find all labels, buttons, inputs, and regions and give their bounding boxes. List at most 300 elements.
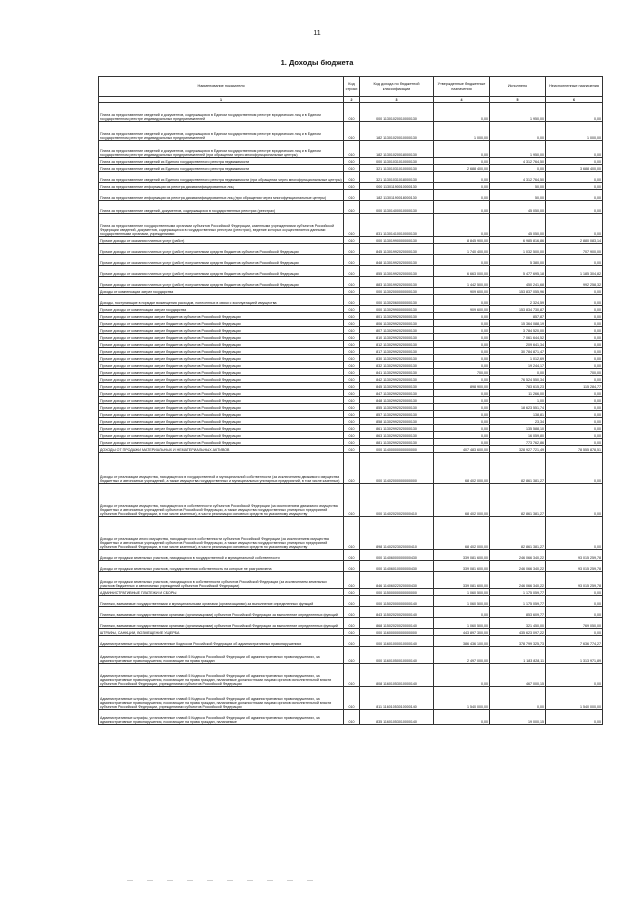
row-unexecuted: 0,00 [546, 589, 603, 596]
row-unexecuted: 3 688 400,00 [546, 165, 603, 172]
row-unexecuted: 0,00 [546, 362, 603, 369]
table-row [99, 183, 603, 190]
row-name: Доходы от компенсации затрат государства [99, 288, 344, 295]
row-line-code: 010 [344, 607, 360, 618]
row-line-code: 010 [344, 201, 360, 214]
row-classification-code: 881 11302992020000130 [360, 439, 434, 446]
table-row [99, 313, 603, 320]
row-executed: 82 861 381,27 [490, 453, 546, 484]
row-name: Прочие доходы от оказания платных услуг (работ) [99, 237, 344, 244]
row-approved: 0,00 [434, 255, 490, 266]
row-unexecuted: 0,00 [546, 596, 603, 607]
row-line-code: 010 [344, 664, 360, 687]
row-approved: 1 060 500,00 [434, 589, 490, 596]
row-name: Плата за предоставление сведений из Единого государственного реестра недвижимости [99, 165, 344, 172]
row-name: Доходы от реализации имущества, находящегося в собственности субъектов Российской Федерации (за исключением движимого имущества бюджетных и автономных учреждений субъектов Российской Федерации, а также имущества государственных унитарных предприятий субъектов Российской Федерации, в том числе казенных), в части реализации основных средств по указанному имуществу [99, 484, 344, 517]
row-executed: 11 266,00 [490, 390, 546, 397]
row-line-code: 010 [344, 618, 360, 629]
row-approved: 1 000,00 [434, 122, 490, 141]
row-approved: 339 081 600,00 [434, 561, 490, 572]
row-unexecuted: 1 540 000,00 [546, 687, 603, 710]
row-classification-code: 000 11302000000000130 [360, 288, 434, 295]
row-name: Плата за предоставление государственными органами субъектов Российской Федерации, казенными учреждениями субъектов Российской Федерации сведений, документов, содержащихся в государственных реестрах (реестрах), ведение которых осуществляется данными государственными органами, учреждениями [99, 214, 344, 237]
row-name: Прочие доходы от оказания платных услуг (работ) получателями средств бюджетов субъектов Российской Федерации [99, 266, 344, 277]
table-body [99, 103, 603, 725]
table-row [99, 589, 603, 596]
row-name: Плата за предоставление сведений из Единого государственного реестра недвижимости (при обращении через многофункциональные центры) [99, 172, 344, 183]
row-name: Плата за предоставление сведений из Единого государственного реестра недвижимости [99, 158, 344, 165]
row-approved: 0,00 [434, 607, 490, 618]
row-unexecuted: 1 185 304,82 [546, 266, 603, 277]
row-line-code: 010 [344, 172, 360, 183]
row-executed: 2 324,59 [490, 295, 546, 306]
row-unexecuted: 707 900,00 [546, 244, 603, 255]
table-row [99, 266, 603, 277]
row-line-code: 010 [344, 327, 360, 334]
row-unexecuted: 0,00 [546, 288, 603, 295]
row-classification-code: 846 11406022020000430 [360, 572, 434, 589]
row-unexecuted: 0,00 [546, 376, 603, 383]
row-executed: 6 985 816,86 [490, 237, 546, 244]
table-row [99, 710, 603, 725]
row-executed: 30 784 871,47 [490, 348, 546, 355]
header-indicator-name: Наименование показателя [99, 77, 344, 97]
row-unexecuted: 93 015 259,78 [546, 572, 603, 589]
row-name: Прочие доходы от компенсации затрат бюджетов субъектов Российской Федерации [99, 320, 344, 327]
row-executed: 246 066 340,22 [490, 572, 546, 589]
row-classification-code: 848 11301992020000130 [360, 255, 434, 266]
row-classification-code: 000 11302060000000130 [360, 295, 434, 306]
row-line-code: 010 [344, 255, 360, 266]
row-unexecuted: 0,00 [546, 418, 603, 425]
page-number: 11 [313, 30, 321, 37]
table-row [99, 636, 603, 647]
table-row [99, 664, 603, 687]
row-unexecuted: 7 636 774,27 [546, 636, 603, 647]
row-approved: 2 688 400,00 [434, 165, 490, 172]
row-unexecuted: 0,00 [546, 607, 603, 618]
row-unexecuted: 0,00 [546, 295, 603, 306]
row-approved: 0,00 [434, 313, 490, 320]
row-line-code: 010 [344, 214, 360, 237]
row-approved: 0,00 [434, 141, 490, 158]
row-line-code: 010 [344, 383, 360, 390]
row-classification-code: 182 11301020010000130 [360, 122, 434, 141]
row-name: Административные штрафы, установленные главой 5 Кодекса Российской Федерации об административных правонарушениях, за административные правонарушения, посягающие на права граждан, налагаемые [99, 710, 344, 725]
row-classification-code: 835 11601053010000140 [360, 710, 434, 725]
row-approved: 0,00 [434, 411, 490, 418]
row-classification-code: 000 11406000000000430 [360, 550, 434, 561]
row-name: Прочие доходы от компенсации затрат бюджетов субъектов Российской Федерации [99, 383, 344, 390]
row-name: Прочие доходы от компенсации затрат бюджетов субъектов Российской Федерации [99, 432, 344, 439]
row-approved: 700,00 [434, 369, 490, 376]
row-executed: 209 641,34 [490, 341, 546, 348]
row-line-code: 010 [344, 589, 360, 596]
row-approved: 0,00 [434, 397, 490, 404]
table-row [99, 561, 603, 572]
row-name: Прочие доходы от компенсации затрат государства [99, 306, 344, 313]
row-classification-code: 808 11601053010000140 [360, 664, 434, 687]
table-row [99, 411, 603, 418]
row-line-code: 010 [344, 453, 360, 484]
row-classification-code: 000 11600000000000000 [360, 629, 434, 636]
row-line-code: 010 [344, 103, 360, 122]
row-approved: 0,00 [434, 172, 490, 183]
row-name: Административные штрафы, установленные Кодексом Российской Федерации об административных правонарушениях [99, 636, 344, 647]
row-classification-code: 857 11302992020000130 [360, 411, 434, 418]
table-row [99, 687, 603, 710]
row-classification-code: 810 11302992020000130 [360, 334, 434, 341]
row-name: Доходы от продажи земельных участков, находящихся в государственной и муниципальной собственности [99, 550, 344, 561]
row-classification-code: 843 11502020020000140 [360, 607, 434, 618]
row-classification-code: 000 11301190010000130 [360, 183, 434, 190]
row-line-code: 010 [344, 432, 360, 439]
row-executed: 246 066 340,22 [490, 561, 546, 572]
row-approved: 0,00 [434, 348, 490, 355]
row-unexecuted: 0,00 [546, 629, 603, 636]
row-unexecuted: 0,00 [546, 334, 603, 341]
row-classification-code: 801 11302992020000130 [360, 313, 434, 320]
row-executed: 378 799 325,73 [490, 636, 546, 647]
row-classification-code: 855 11301992020000130 [360, 266, 434, 277]
row-line-code: 010 [344, 397, 360, 404]
row-line-code: 010 [344, 362, 360, 369]
row-name: Прочие доходы от компенсации затрат бюджетов субъектов Российской Федерации [99, 355, 344, 362]
row-executed: 15 364 088,19 [490, 320, 546, 327]
row-line-code: 010 [344, 183, 360, 190]
row-classification-code: 000 11301031010000130 [360, 158, 434, 165]
header-approved: Утвержденные бюджетные назначения [434, 77, 490, 97]
table-row [99, 418, 603, 425]
row-executed: 82 861 381,27 [490, 517, 546, 550]
table-row [99, 362, 603, 369]
table-row [99, 201, 603, 214]
row-classification-code: 868 11502020020000140 [360, 618, 434, 629]
row-approved: 0,00 [434, 190, 490, 201]
header-line-code: Код строки [344, 77, 360, 97]
table-row [99, 237, 603, 244]
row-line-code: 010 [344, 596, 360, 607]
row-name: Прочие доходы от компенсации затрат бюджетов субъектов Российской Федерации [99, 348, 344, 355]
row-approved: 0,00 [434, 201, 490, 214]
row-unexecuted: 0,00 [546, 484, 603, 517]
row-executed: 18 623 551,74 [490, 404, 546, 411]
row-classification-code: 000 11402000000000000 [360, 453, 434, 484]
row-unexecuted: 0,00 [546, 201, 603, 214]
row-executed: 467 000,15 [490, 664, 546, 687]
row-approved: 0,00 [434, 214, 490, 237]
row-classification-code: 848 11302992020000130 [360, 397, 434, 404]
row-classification-code: 000 11406010000000430 [360, 561, 434, 572]
table-row [99, 320, 603, 327]
table-row [99, 618, 603, 629]
row-approved: 0,00 [434, 404, 490, 411]
table-row [99, 572, 603, 589]
row-unexecuted: 0,00 [546, 190, 603, 201]
table-row [99, 244, 603, 255]
row-name: Прочие доходы от компенсации затрат бюджетов субъектов Российской Федерации [99, 313, 344, 320]
row-executed: 773 762,86 [490, 439, 546, 446]
row-classification-code: 000 11301400010000130 [360, 201, 434, 214]
row-line-code: 010 [344, 313, 360, 320]
row-name: Прочие доходы от компенсации затрат бюджетов субъектов Российской Федерации [99, 439, 344, 446]
row-name: Прочие доходы от компенсации затрат бюджетов субъектов Российской Федерации [99, 425, 344, 432]
column-index: 1 [99, 97, 344, 103]
row-line-code: 010 [344, 517, 360, 550]
row-executed: 135 588,10 [490, 425, 546, 432]
row-approved: 8 845 900,00 [434, 237, 490, 244]
table-row [99, 629, 603, 636]
row-unexecuted: 0,00 [546, 306, 603, 313]
row-executed: 328 927 721,49 [490, 446, 546, 453]
table-row [99, 158, 603, 165]
table-row [99, 550, 603, 561]
table-row [99, 369, 603, 376]
row-executed: 1 950,00 [490, 141, 546, 158]
row-approved: 386 436 100,00 [434, 636, 490, 647]
row-executed: 450 241,68 [490, 277, 546, 288]
row-unexecuted: 1 000,00 [546, 122, 603, 141]
header-unexecuted: Неисполненные назначения [546, 77, 603, 97]
row-name: Административные штрафы, установленные главой 5 Кодекса Российской Федерации об административных правонарушениях, за административные правонарушения, посягающие на права граждан, налагаемые должностными лицами органов исполнительной власти субъектов Российской Федерации, учреждениями субъектов Российской Федерации [99, 687, 344, 710]
row-approved: 0,00 [434, 327, 490, 334]
row-executed: 246 066 340,22 [490, 550, 546, 561]
row-line-code: 010 [344, 710, 360, 725]
row-classification-code: 883 11301992020000130 [360, 277, 434, 288]
scan-artifacts [120, 868, 540, 892]
row-approved: 2 497 000,00 [434, 647, 490, 664]
row-executed: 1 175 059,77 [490, 596, 546, 607]
row-classification-code: 831 11301410010000130 [360, 214, 434, 237]
row-line-code: 010 [344, 411, 360, 418]
row-executed: 853 609,77 [490, 607, 546, 618]
row-name: Прочие доходы от компенсации затрат бюджетов субъектов Российской Федерации [99, 369, 344, 376]
row-line-code: 010 [344, 341, 360, 348]
column-index: 4 [434, 97, 490, 103]
row-classification-code: 000 11500000000000000 [360, 589, 434, 596]
row-unexecuted: 0,00 [546, 158, 603, 165]
row-classification-code: 000 11301990000000130 [360, 237, 434, 244]
row-classification-code: 845 11301992020000130 [360, 244, 434, 255]
table-row [99, 446, 603, 453]
row-name: Прочие доходы от компенсации затрат бюджетов субъектов Российской Федерации [99, 327, 344, 334]
row-unexecuted: 0,00 [546, 425, 603, 432]
table-row [99, 295, 603, 306]
row-unexecuted: 0,00 [546, 320, 603, 327]
row-executed: 7 061 644,52 [490, 334, 546, 341]
row-approved: 0,00 [434, 334, 490, 341]
row-executed: 1,00 [490, 397, 546, 404]
row-approved: 339 081 600,00 [434, 572, 490, 589]
row-line-code: 010 [344, 572, 360, 589]
row-unexecuted: 93 015 259,78 [546, 550, 603, 561]
row-approved: 0,00 [434, 362, 490, 369]
row-unexecuted: 0,00 [546, 183, 603, 190]
table-row [99, 255, 603, 266]
row-executed: 138,81 [490, 411, 546, 418]
table-row [99, 122, 603, 141]
row-classification-code: 845 11302992020000130 [360, 383, 434, 390]
row-unexecuted: 1 313 971,89 [546, 647, 603, 664]
row-name: Плата за предоставление сведений и документов, содержащихся в Едином государственном реестре юридических лиц и в Едином государственном реестре индивидуальных предпринимателей (при обращении через многофункциональные центры) [99, 141, 344, 158]
row-line-code: 010 [344, 158, 360, 165]
row-approved: 898 900,00 [434, 383, 490, 390]
column-index: 5 [490, 97, 546, 103]
row-classification-code: 832 11302992020000130 [360, 362, 434, 369]
row-executed: 5 477 695,18 [490, 266, 546, 277]
row-classification-code: 841 11302992020000130 [360, 369, 434, 376]
row-unexecuted: 0,00 [546, 411, 603, 418]
row-classification-code: 000 11301020010000130 [360, 103, 434, 122]
row-line-code: 010 [344, 647, 360, 664]
row-name: Доходы от реализации имущества, находящегося в государственной и муниципальной собственности (за исключением движимого имущества бюджетных и автономных учреждений, а также имущества государственных и муниципальных унитарных предприятий, в том числе казенных) [99, 453, 344, 484]
row-line-code: 010 [344, 550, 360, 561]
row-classification-code: 847 11302992020000130 [360, 390, 434, 397]
row-executed: 783 615,23 [490, 383, 546, 390]
row-unexecuted: 2 880 083,14 [546, 237, 603, 244]
row-name: АДМИНИСТРАТИВНЫЕ ПЛАТЕЖИ И СБОРЫ [99, 589, 344, 596]
row-executed: 1 012,69 [490, 355, 546, 362]
row-executed: 82 861 381,27 [490, 484, 546, 517]
table-row [99, 383, 603, 390]
table-row [99, 190, 603, 201]
row-name: Прочие доходы от компенсации затрат бюджетов субъектов Российской Федерации [99, 404, 344, 411]
row-executed: 0,00 [490, 122, 546, 141]
row-executed: 76 524 550,34 [490, 376, 546, 383]
table-row [99, 141, 603, 158]
row-executed: 50,00 [490, 190, 546, 201]
row-unexecuted: 0,00 [546, 255, 603, 266]
row-executed: 857,87 [490, 313, 546, 320]
table-row [99, 425, 603, 432]
row-classification-code: 000 11400000000000000 [360, 446, 434, 453]
table-row [99, 484, 603, 517]
row-approved: 0,00 [434, 664, 490, 687]
row-approved: 909 600,00 [434, 306, 490, 313]
table-row [99, 334, 603, 341]
table-row [99, 165, 603, 172]
row-approved: 0,00 [434, 439, 490, 446]
row-unexecuted: 700,00 [546, 369, 603, 376]
row-name: Прочие доходы от компенсации затрат бюджетов субъектов Российской Федерации [99, 376, 344, 383]
row-approved: 1 442 500,00 [434, 277, 490, 288]
row-unexecuted: 0,00 [546, 432, 603, 439]
row-classification-code: 000 11302990000000130 [360, 306, 434, 313]
table-header-row [99, 77, 603, 97]
row-approved: 68 402 000,00 [434, 484, 490, 517]
row-name: Административные штрафы, установленные главой 5 Кодекса Российской Федерации об административных правонарушениях, за административные правонарушения, посягающие на права граждан [99, 647, 344, 664]
row-unexecuted: 992 258,32 [546, 277, 603, 288]
row-approved: 68 402 000,00 [434, 517, 490, 550]
row-name: Прочие доходы от компенсации затрат бюджетов субъектов Российской Федерации [99, 341, 344, 348]
row-line-code: 010 [344, 484, 360, 517]
table-row [99, 404, 603, 411]
row-executed: 23,34 [490, 418, 546, 425]
row-executed: 45 050,00 [490, 214, 546, 237]
row-approved: 443 897 300,00 [434, 629, 490, 636]
row-name: ШТРАФЫ, САНКЦИИ, ВОЗМЕЩЕНИЕ УЩЕРБА [99, 629, 344, 636]
row-line-code: 010 [344, 376, 360, 383]
row-classification-code: 182 11301020018000130 [360, 141, 434, 158]
column-index: 6 [546, 97, 603, 103]
row-name: Платежи, взимаемые государственными органами (организациями) субъектов Российской Федерации за выполнение определенных функций [99, 607, 344, 618]
row-approved: 0,00 [434, 432, 490, 439]
table-row [99, 397, 603, 404]
row-line-code: 010 [344, 418, 360, 425]
row-unexecuted: 78 555 878,51 [546, 446, 603, 453]
row-executed: 16 059,80 [490, 432, 546, 439]
row-executed: 1 032 500,00 [490, 244, 546, 255]
row-executed: 4 312 764,50 [490, 158, 546, 165]
row-classification-code: 861 11302992020000130 [360, 425, 434, 432]
row-approved: 339 081 600,00 [434, 550, 490, 561]
row-name: Прочие доходы от оказания платных услуг (работ) получателями средств бюджетов субъектов Российской Федерации [99, 244, 344, 255]
row-name: Плата за предоставление сведений и документов, содержащихся в Едином государственном реестре юридических лиц и в Едином государственном реестре индивидуальных предпринимателей [99, 103, 344, 122]
row-executed: 435 623 097,22 [490, 629, 546, 636]
row-line-code: 010 [344, 439, 360, 446]
row-line-code: 010 [344, 369, 360, 376]
row-name: ДОХОДЫ ОТ ПРОДАЖИ МАТЕРИАЛЬНЫХ И НЕМАТЕРИАЛЬНЫХ АКТИВОВ [99, 446, 344, 453]
row-line-code: 010 [344, 334, 360, 341]
row-approved: 0,00 [434, 710, 490, 725]
row-executed: 321 450,00 [490, 618, 546, 629]
row-name: Платежи, взимаемые государственными органами (организациями) субъектов Российской Федерации за выполнение определенных функций [99, 618, 344, 629]
row-executed: 1 183 828,11 [490, 647, 546, 664]
row-line-code: 010 [344, 141, 360, 158]
row-line-code: 010 [344, 425, 360, 432]
row-approved: 0,00 [434, 183, 490, 190]
row-name: Плата за предоставление сведений, документов, содержащихся в государственных реестрах (реестрах) [99, 201, 344, 214]
row-approved: 0,00 [434, 103, 490, 122]
row-executed: 153 834 730,87 [490, 306, 546, 313]
column-index: 2 [344, 97, 360, 103]
row-classification-code: 855 11302992020000130 [360, 404, 434, 411]
page-title: 1. Доходы бюджета [280, 58, 354, 67]
row-unexecuted: 0,00 [546, 397, 603, 404]
row-unexecuted: 0,00 [546, 141, 603, 158]
row-unexecuted: 0,00 [546, 348, 603, 355]
row-approved: 0,00 [434, 355, 490, 362]
row-unexecuted: 93 015 259,78 [546, 561, 603, 572]
row-line-code: 010 [344, 306, 360, 313]
table-row [99, 327, 603, 334]
row-executed: 19 000,15 [490, 710, 546, 725]
row-classification-code: 842 11302992020000130 [360, 376, 434, 383]
row-executed: 0,00 [490, 369, 546, 376]
row-classification-code: 182 11301190018000130 [360, 190, 434, 201]
row-unexecuted: 115 284,77 [546, 383, 603, 390]
row-name: Прочие доходы от компенсации затрат бюджетов субъектов Российской Федерации [99, 390, 344, 397]
row-line-code: 010 [344, 266, 360, 277]
row-name: Прочие доходы от компенсации затрат бюджетов субъектов Российской Федерации [99, 411, 344, 418]
row-executed: 3 784 520,00 [490, 327, 546, 334]
row-name: Прочие доходы от компенсации затрат бюджетов субъектов Российской Федерации [99, 362, 344, 369]
row-approved: 1 540 000,00 [434, 687, 490, 710]
row-unexecuted: 0,00 [546, 327, 603, 334]
row-approved: 0,00 [434, 341, 490, 348]
row-name: Прочие доходы от компенсации затрат бюджетов субъектов Российской Федерации [99, 334, 344, 341]
row-approved: 0,00 [434, 425, 490, 432]
row-classification-code: 811 11601053010000140 [360, 687, 434, 710]
row-classification-code: 321 11301031018000130 [360, 172, 434, 183]
row-approved: 0,00 [434, 390, 490, 397]
table-row [99, 214, 603, 237]
row-line-code: 010 [344, 190, 360, 201]
row-classification-code: 830 11302992020000130 [360, 355, 434, 362]
row-line-code: 010 [344, 122, 360, 141]
row-name: Прочие доходы от оказания платных услуг (работ) получателями средств бюджетов субъектов Российской Федерации [99, 277, 344, 288]
row-executed: 50,00 [490, 183, 546, 190]
